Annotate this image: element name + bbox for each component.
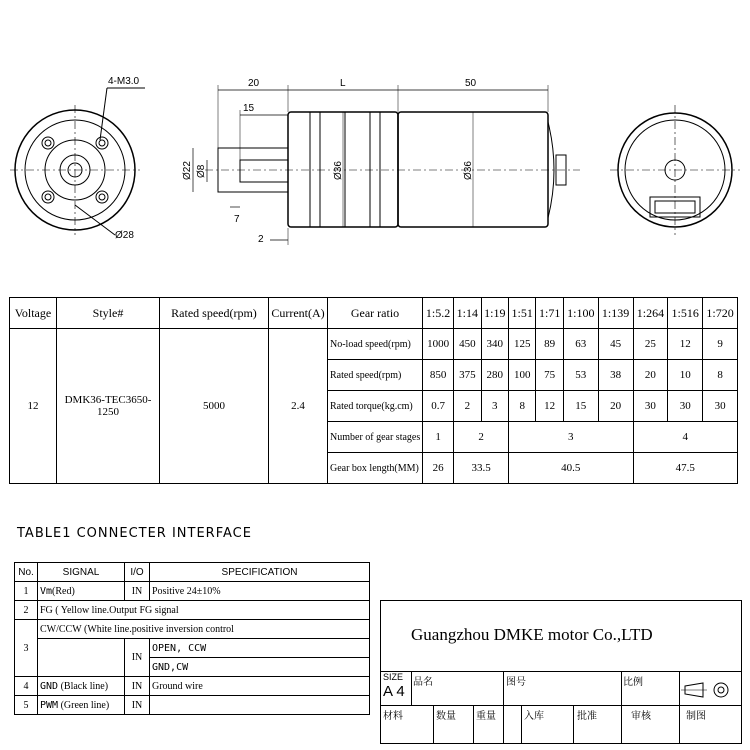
signal-cell: FG ( Yellow line.Output FG signal bbox=[38, 601, 370, 620]
dim-22: Ø22 bbox=[182, 161, 193, 180]
ratio-header: 1:5.2 bbox=[423, 298, 454, 329]
table-row bbox=[15, 639, 370, 658]
value-cell: 125 bbox=[509, 329, 536, 360]
value-cell: 30 bbox=[703, 391, 738, 422]
approve-label: 批准 bbox=[577, 711, 597, 722]
signal-color: (Black line) bbox=[60, 680, 109, 692]
value-cell: 2 bbox=[454, 422, 509, 453]
spec-cell: GND,CW bbox=[150, 658, 370, 677]
value-cell: 2 bbox=[454, 391, 481, 422]
title-block bbox=[380, 600, 742, 744]
value-cell: 26 bbox=[423, 453, 454, 484]
dim-15: 15 bbox=[243, 103, 255, 114]
value-cell: 30 bbox=[633, 391, 668, 422]
table-row bbox=[15, 696, 370, 715]
current-header: Current(A) bbox=[269, 298, 328, 329]
io-cell: IN bbox=[125, 696, 150, 715]
value-cell: 3 bbox=[481, 391, 508, 422]
ratio-header: 1:14 bbox=[454, 298, 481, 329]
row-label: No-load speed(rpm) bbox=[328, 329, 423, 360]
dim-8: Ø8 bbox=[196, 164, 207, 178]
rear-view bbox=[610, 105, 740, 235]
spec-cell: Positive 24±10% bbox=[150, 582, 370, 601]
dim-20: 20 bbox=[248, 78, 260, 89]
dim-2: 2 bbox=[258, 234, 264, 245]
row-label: Rated speed(rpm) bbox=[328, 360, 423, 391]
dim-7: 7 bbox=[234, 214, 240, 225]
dim-36a: Ø36 bbox=[333, 161, 344, 180]
voltage-header: Voltage bbox=[10, 298, 57, 329]
table-row bbox=[15, 601, 370, 620]
value-cell: 450 bbox=[454, 329, 481, 360]
voltage-cell: 12 bbox=[10, 329, 57, 484]
front-view bbox=[10, 88, 145, 235]
value-cell: 850 bbox=[423, 360, 454, 391]
spec-header: SPECIFICATION bbox=[150, 563, 370, 582]
value-cell: 8 bbox=[509, 391, 536, 422]
value-cell: 8 bbox=[703, 360, 738, 391]
value-cell: 38 bbox=[598, 360, 633, 391]
spec-table bbox=[9, 297, 738, 484]
value-cell: 20 bbox=[598, 391, 633, 422]
spec-cell: OPEN, CCW bbox=[150, 639, 370, 658]
style-cell: DMK36-TEC3650-1250 bbox=[57, 329, 160, 484]
value-cell: 89 bbox=[536, 329, 563, 360]
signal-cell bbox=[38, 696, 125, 715]
row-no: 1 bbox=[15, 582, 38, 601]
holes-label: 4-M3.0 bbox=[108, 76, 140, 87]
no-header: No. bbox=[15, 563, 38, 582]
ratio-header: 1:19 bbox=[481, 298, 508, 329]
drawing-no-label: 图号 bbox=[506, 677, 526, 688]
value-cell: 25 bbox=[633, 329, 668, 360]
io-header: I/O bbox=[125, 563, 150, 582]
value-cell: 1000 bbox=[423, 329, 454, 360]
signal-cell bbox=[38, 582, 125, 601]
value-cell: 40.5 bbox=[509, 453, 634, 484]
empty-cell bbox=[38, 639, 125, 677]
ratio-header: 1:100 bbox=[563, 298, 598, 329]
connector-table bbox=[14, 562, 370, 715]
value-cell: 9 bbox=[703, 329, 738, 360]
size-value: A 4 bbox=[383, 683, 405, 700]
spec-cell: Ground wire bbox=[150, 677, 370, 696]
name-label: 品名 bbox=[413, 677, 433, 688]
io-cell: IN bbox=[125, 639, 150, 677]
signal-cell: CW/CCW (White line.positive inversion control bbox=[38, 620, 370, 639]
value-cell: 280 bbox=[481, 360, 508, 391]
value-cell: 0.7 bbox=[423, 391, 454, 422]
signal-name: PWM bbox=[40, 699, 59, 711]
material-label: 材料 bbox=[383, 711, 403, 722]
value-cell: 30 bbox=[668, 391, 703, 422]
table-row bbox=[10, 329, 738, 360]
connector-header-row bbox=[15, 563, 370, 582]
rated-speed-cell: 5000 bbox=[160, 329, 269, 484]
row-no: 2 bbox=[15, 601, 38, 620]
dim-L: L bbox=[340, 78, 346, 89]
value-cell: 47.5 bbox=[633, 453, 738, 484]
row-no: 3 bbox=[15, 620, 38, 677]
value-cell: 63 bbox=[563, 329, 598, 360]
row-no: 4 bbox=[15, 677, 38, 696]
row-no: 5 bbox=[15, 696, 38, 715]
value-cell: 15 bbox=[563, 391, 598, 422]
value-cell: 45 bbox=[598, 329, 633, 360]
style-header: Style# bbox=[57, 298, 160, 329]
table-row bbox=[15, 677, 370, 696]
qty-label: 数量 bbox=[436, 711, 456, 722]
io-cell: IN bbox=[125, 677, 150, 696]
signal-color: (Red) bbox=[52, 585, 75, 597]
value-cell: 20 bbox=[633, 360, 668, 391]
row-label: Gear box length(MM) bbox=[328, 453, 423, 484]
dim-36b: Ø36 bbox=[463, 161, 474, 180]
ratio-header: 1:720 bbox=[703, 298, 738, 329]
value-cell: 12 bbox=[536, 391, 563, 422]
value-cell: 33.5 bbox=[454, 453, 509, 484]
value-cell: 12 bbox=[668, 329, 703, 360]
value-cell: 100 bbox=[509, 360, 536, 391]
value-cell: 4 bbox=[633, 422, 738, 453]
ratio-header: 1:264 bbox=[633, 298, 668, 329]
value-cell: 75 bbox=[536, 360, 563, 391]
value-cell: 10 bbox=[668, 360, 703, 391]
value-cell: 1 bbox=[423, 422, 454, 453]
table-row bbox=[15, 620, 370, 639]
signal-color: (Green line) bbox=[60, 699, 110, 711]
table-row bbox=[15, 582, 370, 601]
connector-table-title: TABLE1 CONNECTER INTERFACE bbox=[17, 526, 252, 541]
spec-cell bbox=[150, 696, 370, 715]
dia28-label: Ø28 bbox=[115, 230, 134, 241]
size-label: SIZE bbox=[383, 672, 404, 682]
signal-cell bbox=[38, 677, 125, 696]
projection-symbol-icon bbox=[681, 679, 737, 701]
io-cell: IN bbox=[125, 582, 150, 601]
ratio-header: 1:51 bbox=[509, 298, 536, 329]
value-cell: 53 bbox=[563, 360, 598, 391]
value-cell: 340 bbox=[481, 329, 508, 360]
stock-label: 入库 bbox=[524, 711, 544, 722]
row-label: Rated torque(kg.cm) bbox=[328, 391, 423, 422]
value-cell: 375 bbox=[454, 360, 481, 391]
spec-header-row bbox=[10, 298, 738, 329]
company-name: Guangzhou DMKE motor Co.,LTD bbox=[411, 625, 653, 644]
current-cell: 2.4 bbox=[269, 329, 328, 484]
signal-name: Vm bbox=[40, 585, 53, 597]
review-label: 审核 bbox=[631, 711, 651, 722]
ratio-header: 1:71 bbox=[536, 298, 563, 329]
row-label: Number of gear stages bbox=[328, 422, 423, 453]
signal-name: GND bbox=[40, 680, 59, 692]
value-cell: 3 bbox=[509, 422, 634, 453]
drafter-label: 制图 bbox=[686, 711, 706, 722]
ratio-header: 1:139 bbox=[598, 298, 633, 329]
weight-label: 重量 bbox=[476, 711, 496, 722]
signal-header: SIGNAL bbox=[38, 563, 125, 582]
rated-speed-header: Rated speed(rpm) bbox=[160, 298, 269, 329]
dim-50: 50 bbox=[465, 78, 477, 89]
scale-label: 比例 bbox=[623, 677, 643, 688]
gear-ratio-header: Gear ratio bbox=[328, 298, 423, 329]
motor-drawing bbox=[0, 0, 750, 260]
ratio-header: 1:516 bbox=[668, 298, 703, 329]
